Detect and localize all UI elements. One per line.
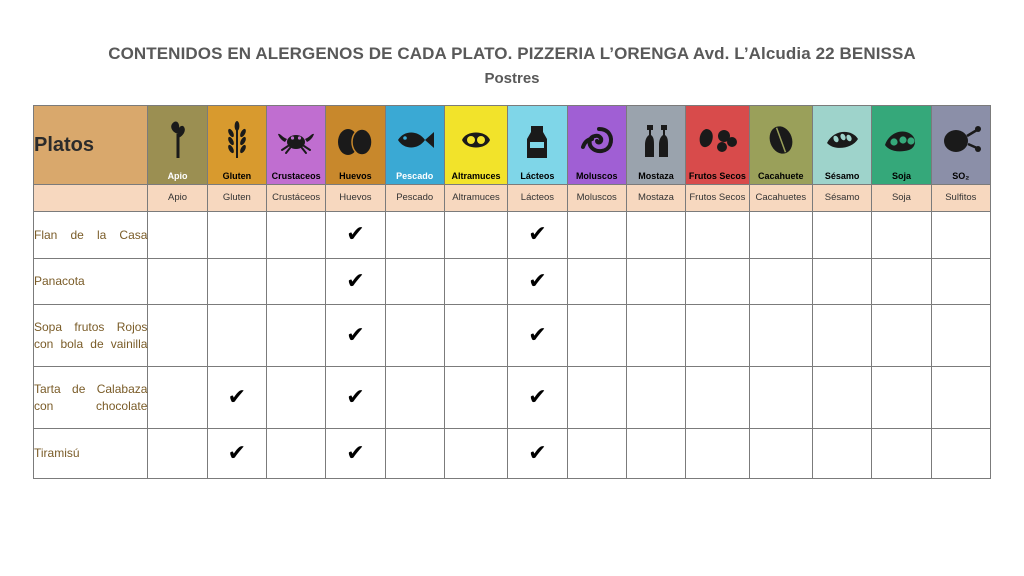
allergen-name-cell: Sésamo <box>813 185 872 212</box>
allergen-empty <box>686 429 749 479</box>
allergen-header-gluten <box>207 106 266 185</box>
table-row <box>34 212 991 259</box>
allergen-empty <box>813 367 872 429</box>
allergen-name-cell: Altramuces <box>444 185 507 212</box>
allergen-empty <box>567 367 626 429</box>
allergen-empty <box>207 305 266 367</box>
allergen-header-frutos-secos <box>686 106 749 185</box>
allergen-header-altramuces <box>444 106 507 185</box>
allergen-icon-label: Gluten <box>222 170 252 181</box>
allergen-empty <box>148 367 207 429</box>
mustard-icon <box>627 109 685 172</box>
allergen-name-cell: Gluten <box>207 185 266 212</box>
allergen-check: ✔ <box>508 212 567 259</box>
allergen-check: ✔ <box>326 305 385 367</box>
allergen-empty <box>872 429 931 479</box>
nuts-icon <box>686 109 748 172</box>
dish-name: Panacota <box>34 259 148 305</box>
dish-name: Tarta de Calabaza con chocolate <box>34 367 148 429</box>
allergen-check: ✔ <box>326 429 385 479</box>
allergen-header-sulfitos <box>931 106 990 185</box>
allergen-empty <box>148 212 207 259</box>
allergen-empty <box>872 305 931 367</box>
allergen-empty <box>931 429 990 479</box>
allergen-empty <box>148 429 207 479</box>
allergen-empty <box>385 212 444 259</box>
allergen-empty <box>266 429 325 479</box>
allergen-icon-label: Altramuces <box>451 170 501 181</box>
allergen-empty <box>266 259 325 305</box>
allergen-icon-label: SO₂ <box>952 170 970 181</box>
allergen-name-cell: Mostaza <box>626 185 685 212</box>
allergen-empty <box>931 259 990 305</box>
table-row <box>34 305 991 367</box>
allergen-icon-label: Pescado <box>396 170 434 181</box>
allergen-table <box>33 105 991 479</box>
allergen-empty <box>444 305 507 367</box>
crab-icon <box>267 109 325 172</box>
allergen-icon-label: Crustaceos <box>271 170 321 181</box>
allergen-empty <box>686 305 749 367</box>
allergen-check: ✔ <box>508 429 567 479</box>
allergen-empty <box>444 429 507 479</box>
peanut-icon <box>750 109 812 172</box>
allergen-header-huevos <box>326 106 385 185</box>
allergen-icon-label: Frutos Secos <box>688 170 746 181</box>
dish-name-header-spacer <box>34 185 148 212</box>
eggs-icon <box>326 109 384 172</box>
allergen-icon-label: Moluscos <box>575 170 618 181</box>
table-row <box>34 429 991 479</box>
table-row <box>34 259 991 305</box>
allergen-empty <box>813 305 872 367</box>
allergen-check: ✔ <box>207 367 266 429</box>
table-body <box>34 212 991 479</box>
allergen-icon-label: Apio <box>167 170 188 181</box>
allergen-empty <box>266 212 325 259</box>
allergen-table-container <box>33 105 991 479</box>
table-header-icons <box>34 106 991 185</box>
soy-icon <box>872 109 930 172</box>
allergen-check: ✔ <box>508 259 567 305</box>
allergen-header-pescado <box>385 106 444 185</box>
dish-name: Sopa frutos Rojos con bola de vainilla <box>34 305 148 367</box>
allergen-empty <box>626 367 685 429</box>
allergen-check: ✔ <box>508 367 567 429</box>
allergen-header-s-samo <box>813 106 872 185</box>
allergen-empty <box>385 259 444 305</box>
allergen-header-cacahuetes <box>749 106 812 185</box>
allergen-icon-label: Lácteos <box>520 170 555 181</box>
allergen-empty <box>749 305 812 367</box>
allergen-name-cell: Crustáceos <box>266 185 325 212</box>
allergen-header-l-cteos <box>508 106 567 185</box>
allergen-name-cell: Lácteos <box>508 185 567 212</box>
allergen-header-moluscos <box>567 106 626 185</box>
allergen-empty <box>444 212 507 259</box>
allergen-empty <box>686 367 749 429</box>
allergen-empty <box>813 259 872 305</box>
table-row <box>34 367 991 429</box>
allergen-empty <box>444 367 507 429</box>
allergen-empty <box>385 367 444 429</box>
allergen-icon-label: Cacahuete <box>758 170 804 181</box>
allergen-name-cell: Pescado <box>385 185 444 212</box>
allergen-icon-label: Soja <box>891 170 911 181</box>
allergen-empty <box>749 259 812 305</box>
allergen-name-cell: Huevos <box>326 185 385 212</box>
allergen-empty <box>686 212 749 259</box>
allergen-empty <box>626 212 685 259</box>
allergen-empty <box>813 429 872 479</box>
allergen-empty <box>266 305 325 367</box>
allergen-check: ✔ <box>326 367 385 429</box>
allergen-empty <box>872 259 931 305</box>
page-subtitle: Postres <box>484 69 540 87</box>
mollusc-icon <box>568 109 626 172</box>
allergen-empty <box>444 259 507 305</box>
allergen-empty <box>148 305 207 367</box>
allergen-empty <box>567 429 626 479</box>
allergen-empty <box>567 259 626 305</box>
allergen-icon-label: Huevos <box>339 170 372 181</box>
allergen-name-cell: Cacahuetes <box>749 185 812 212</box>
allergen-name-cell: Soja <box>872 185 931 212</box>
dish-name: Tiramisú <box>34 429 148 479</box>
celery-icon <box>148 109 206 172</box>
allergen-empty <box>749 212 812 259</box>
allergen-empty <box>385 429 444 479</box>
wheat-icon <box>208 109 266 172</box>
allergen-empty <box>872 367 931 429</box>
allergen-name-cell: Moluscos <box>567 185 626 212</box>
allergen-header-soja <box>872 106 931 185</box>
allergen-empty <box>626 259 685 305</box>
allergen-empty <box>266 367 325 429</box>
allergen-empty <box>626 305 685 367</box>
allergen-check: ✔ <box>326 212 385 259</box>
allergen-icon-label: Sésamo <box>824 170 860 181</box>
allergen-empty <box>931 305 990 367</box>
allergen-check: ✔ <box>326 259 385 305</box>
allergen-empty <box>931 367 990 429</box>
allergen-empty <box>207 259 266 305</box>
dish-name: Flan de la Casa <box>34 212 148 259</box>
allergen-icon-label: Mostaza <box>638 170 674 181</box>
allergen-empty <box>385 305 444 367</box>
sesame-icon <box>813 109 871 172</box>
allergen-header-apio <box>148 106 207 185</box>
allergen-name-cell: Frutos Secos <box>686 185 749 212</box>
allergen-empty <box>872 212 931 259</box>
allergen-empty <box>148 259 207 305</box>
sulphite-icon <box>932 109 990 172</box>
lupin-icon <box>445 109 507 172</box>
milk-icon <box>508 109 566 172</box>
allergen-empty <box>686 259 749 305</box>
allergen-name-cell: Sulfitos <box>931 185 990 212</box>
allergen-empty <box>749 367 812 429</box>
allergen-header-mostaza <box>626 106 685 185</box>
allergen-empty <box>813 212 872 259</box>
dish-header-cell: Platos <box>34 106 148 185</box>
allergen-empty <box>207 212 266 259</box>
table-header-names <box>34 185 991 212</box>
allergen-name-cell: Apio <box>148 185 207 212</box>
allergen-header-crust-ceos <box>266 106 325 185</box>
allergen-check: ✔ <box>508 305 567 367</box>
fish-icon <box>386 109 444 172</box>
allergen-empty <box>626 429 685 479</box>
page-title: CONTENIDOS EN ALERGENOS DE CADA PLATO. PIZZERIA L’ORENGA Avd. L’Alcudia 22 BENISSA <box>108 44 916 63</box>
allergen-check: ✔ <box>207 429 266 479</box>
allergen-empty <box>931 212 990 259</box>
allergen-empty <box>567 212 626 259</box>
allergen-empty <box>567 305 626 367</box>
allergen-empty <box>749 429 812 479</box>
